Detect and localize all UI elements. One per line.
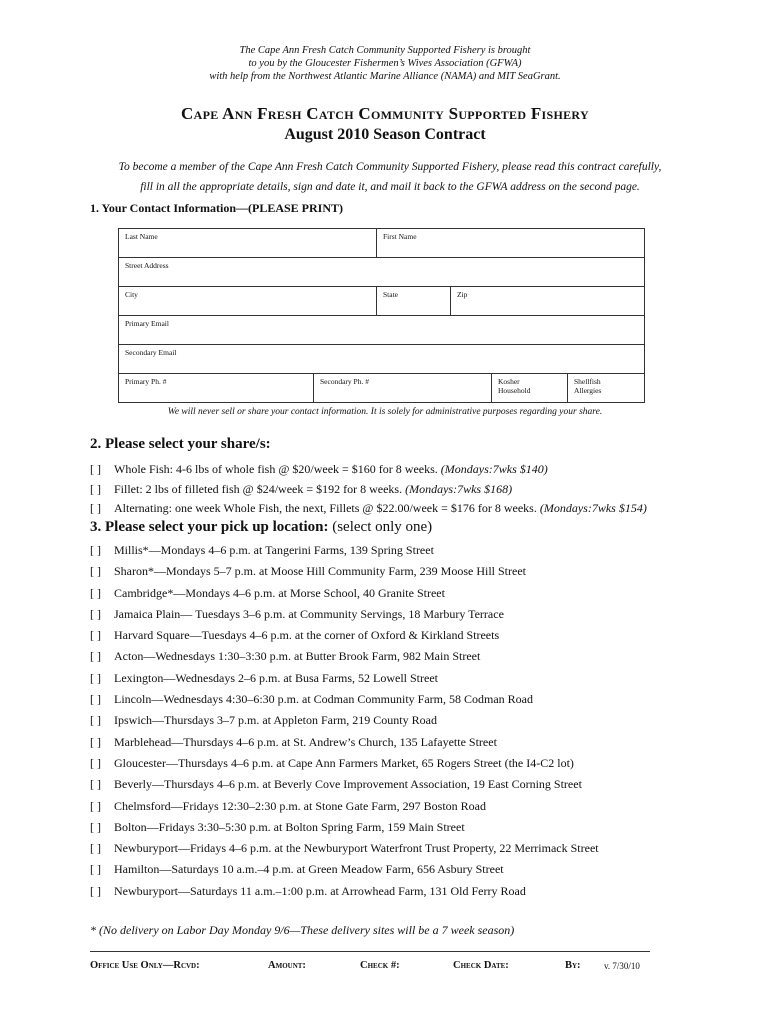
primary-phone-label: Primary Ph. # <box>125 377 167 386</box>
office-amount-label: Amount: <box>268 960 306 971</box>
checkbox[interactable]: [ ] <box>90 481 101 496</box>
location-text: Lexington—Wednesdays 2–6 p.m. at Busa Farms, 52 Lowell Street <box>114 670 438 685</box>
location-text: Jamaica Plain— Tuesdays 3–6 p.m. at Community Servings, 18 Marbury Terrace <box>114 606 504 621</box>
form-row-name <box>119 229 644 258</box>
checkbox[interactable]: [ ] <box>90 713 101 728</box>
location-option[interactable] <box>90 753 740 774</box>
section3-note: (select only one) <box>328 519 433 535</box>
checkbox[interactable]: [ ] <box>90 649 101 664</box>
primary-email-label: Primary Email <box>125 319 169 328</box>
first-name-field[interactable] <box>377 229 644 257</box>
kosher-label-line2: Household <box>498 386 531 395</box>
state-label: State <box>383 290 398 299</box>
location-option[interactable] <box>90 689 740 710</box>
shellfish-label-line1: Shellfish <box>574 377 601 386</box>
checkbox[interactable]: [ ] <box>90 670 101 685</box>
checkbox[interactable]: [ ] <box>90 862 101 877</box>
first-name-label: First Name <box>383 232 417 241</box>
office-check-label: Check #: <box>360 960 400 971</box>
checkbox[interactable]: [ ] <box>90 798 101 813</box>
office-check-date-label: Check Date: <box>453 960 509 971</box>
location-text: Sharon*—Mondays 5–7 p.m. at Moose Hill Community Farm, 239 Moose Hill Street <box>114 564 526 579</box>
form-row-city <box>119 287 644 316</box>
location-option[interactable] <box>90 838 740 859</box>
location-text: Hamilton—Saturdays 10 a.m.–4 p.m. at Green Meadow Farm, 656 Asbury Street <box>114 862 504 877</box>
contact-form <box>118 228 645 403</box>
location-option[interactable] <box>90 668 740 689</box>
location-option[interactable] <box>90 646 740 667</box>
form-row-street <box>119 258 644 287</box>
location-option[interactable] <box>90 817 740 838</box>
zip-field[interactable] <box>451 287 644 315</box>
share-option-fillet[interactable] <box>90 480 740 500</box>
share-option-whole-fish[interactable] <box>90 460 740 480</box>
checkbox[interactable]: [ ] <box>90 543 101 557</box>
share-text: Alternating: one week Whole Fish, the next, Fillets @ $22.00/week = $176 for 8 weeks. <box>114 501 540 515</box>
state-field[interactable] <box>377 287 451 315</box>
section2-heading: 2. Please select your share/s: <box>90 436 271 452</box>
location-option[interactable] <box>90 881 740 902</box>
section3-heading <box>90 519 432 536</box>
intro-line: The Cape Ann Fresh Catch Community Supported Fishery is brought <box>239 45 531 56</box>
intro-line: with help from the Northwest Atlantic Marine Alliance (NAMA) and MIT SeaGrant. <box>209 71 561 82</box>
location-text: Lincoln—Wednesdays 4:30–6:30 p.m. at Codman Community Farm, 58 Codman Road <box>114 692 533 707</box>
checkbox[interactable]: [ ] <box>90 755 101 770</box>
location-option[interactable] <box>90 561 740 582</box>
location-option[interactable] <box>90 604 740 625</box>
section3-title: 3. Please select your pick up location: <box>90 519 329 535</box>
kosher-household-field[interactable] <box>492 374 568 402</box>
location-text: Chelmsford—Fridays 12:30–2:30 p.m. at Stone Gate Farm, 297 Boston Road <box>114 798 486 813</box>
checkbox[interactable]: [ ] <box>90 585 101 600</box>
location-text: Gloucester—Thursdays 4–6 p.m. at Cape Ann Farmers Market, 65 Rogers Street (the I4-C2 lot) <box>114 755 574 770</box>
zip-label: Zip <box>457 290 468 299</box>
secondary-phone-label: Secondary Ph. # <box>320 377 369 386</box>
location-option[interactable] <box>90 710 740 731</box>
page-title: Cape Ann Fresh Catch Community Supported Fishery <box>181 104 589 123</box>
share-note: (Mondays:7wks $140) <box>440 462 548 476</box>
checkbox[interactable]: [ ] <box>90 841 101 856</box>
checkbox[interactable]: [ ] <box>90 564 101 579</box>
form-row-primary-email <box>119 316 644 345</box>
checkbox[interactable]: [ ] <box>90 462 101 476</box>
office-rcvd-label: Office Use Only—Rcvd: <box>90 960 200 971</box>
checkbox[interactable]: [ ] <box>90 501 101 515</box>
version-label: v. 7/30/10 <box>604 961 640 971</box>
shellfish-allergies-field[interactable] <box>568 374 644 402</box>
checkbox[interactable]: [ ] <box>90 777 101 792</box>
primary-email-field[interactable] <box>119 316 644 344</box>
last-name-field[interactable] <box>119 229 377 257</box>
shellfish-label-line2: Allergies <box>574 386 602 395</box>
section1-heading: 1. Your Contact Information—(PLEASE PRINT) <box>90 201 344 215</box>
footnote: * (No delivery on Labor Day Monday 9/6—These delivery sites will be a 7 week season) <box>90 923 515 937</box>
checkbox[interactable]: [ ] <box>90 606 101 621</box>
checkbox[interactable]: [ ] <box>90 628 101 643</box>
checkbox[interactable]: [ ] <box>90 883 101 898</box>
footer-divider <box>90 951 650 952</box>
form-row-phones <box>119 374 644 402</box>
share-text: Whole Fish: 4-6 lbs of whole fish @ $20/week = $160 for 8 weeks. <box>114 462 441 476</box>
location-text: Millis*—Mondays 4–6 p.m. at Tangerini Farms, 139 Spring Street <box>114 543 434 557</box>
privacy-note: We will never sell or share your contact information. It is solely for administrative purposes regarding your share. <box>167 407 603 417</box>
street-address-field[interactable] <box>119 258 644 286</box>
primary-phone-field[interactable] <box>119 374 314 402</box>
location-option[interactable] <box>90 859 740 880</box>
intro-text <box>0 44 770 83</box>
location-option[interactable] <box>90 583 740 604</box>
kosher-label-line1: Kosher <box>498 377 520 386</box>
city-field[interactable] <box>119 287 377 315</box>
city-label: City <box>125 290 138 299</box>
location-text: Harvard Square—Tuesdays 4–6 p.m. at the corner of Oxford & Kirkland Streets <box>114 628 500 643</box>
checkbox[interactable]: [ ] <box>90 734 101 749</box>
share-note: (Mondays:7wks $168) <box>405 481 513 496</box>
instructions-line: To become a member of the Cape Ann Fresh Catch Community Supported Fishery, please read this contract carefully, <box>118 161 662 173</box>
location-option[interactable] <box>90 796 740 817</box>
location-option[interactable] <box>90 732 740 753</box>
street-address-label: Street Address <box>125 261 169 270</box>
secondary-email-label: Secondary Email <box>125 348 177 357</box>
share-option-alternating[interactable] <box>90 499 740 519</box>
location-text: Ipswich—Thursdays 3–7 p.m. at Appleton Farm, 219 County Road <box>114 713 437 728</box>
last-name-label: Last Name <box>125 232 158 241</box>
location-text: Newburyport—Fridays 4–6 p.m. at the Newburyport Waterfront Trust Property, 22 Merrimack Street <box>114 841 599 856</box>
secondary-phone-field[interactable] <box>314 374 492 402</box>
location-text: Beverly—Thursdays 4–6 p.m. at Beverly Cove Improvement Association, 19 East Corning Street <box>114 777 582 792</box>
office-by-label: By: <box>565 960 581 971</box>
form-row-secondary-email <box>119 345 644 374</box>
share-options <box>90 460 740 519</box>
location-text: Newburyport—Saturdays 11 a.m.–1:00 p.m. at Arrowhead Farm, 131 Old Ferry Road <box>114 883 526 898</box>
location-text: Acton—Wednesdays 1:30–3:30 p.m. at Butter Brook Farm, 982 Main Street <box>114 649 481 664</box>
share-note: (Mondays:7wks $154) <box>539 501 647 515</box>
instructions-line: fill in all the appropriate details, sign and date it, and mail it back to the GFWA address on the second page. <box>140 181 640 193</box>
location-option[interactable] <box>90 774 740 795</box>
checkbox[interactable]: [ ] <box>90 819 101 834</box>
checkbox[interactable]: [ ] <box>90 692 101 707</box>
location-text: Marblehead—Thursdays 4–6 p.m. at St. Andrew’s Church, 135 Lafayette Street <box>114 734 497 749</box>
intro-line: to you by the Gloucester Fishermen’s Wives Association (GFWA) <box>248 58 522 69</box>
page-subtitle: August 2010 Season Contract <box>284 126 486 143</box>
location-options <box>90 540 740 902</box>
location-text: Bolton—Fridays 3:30–5:30 p.m. at Bolton Spring Farm, 159 Main Street <box>114 819 465 834</box>
instructions <box>90 157 690 197</box>
location-text: Cambridge*—Mondays 4–6 p.m. at Morse School, 40 Granite Street <box>114 585 445 600</box>
location-option[interactable] <box>90 540 740 561</box>
share-text: Fillet: 2 lbs of filleted fish @ $24/week = $192 for 8 weeks. <box>114 481 406 496</box>
location-option[interactable] <box>90 625 740 646</box>
secondary-email-field[interactable] <box>119 345 644 373</box>
